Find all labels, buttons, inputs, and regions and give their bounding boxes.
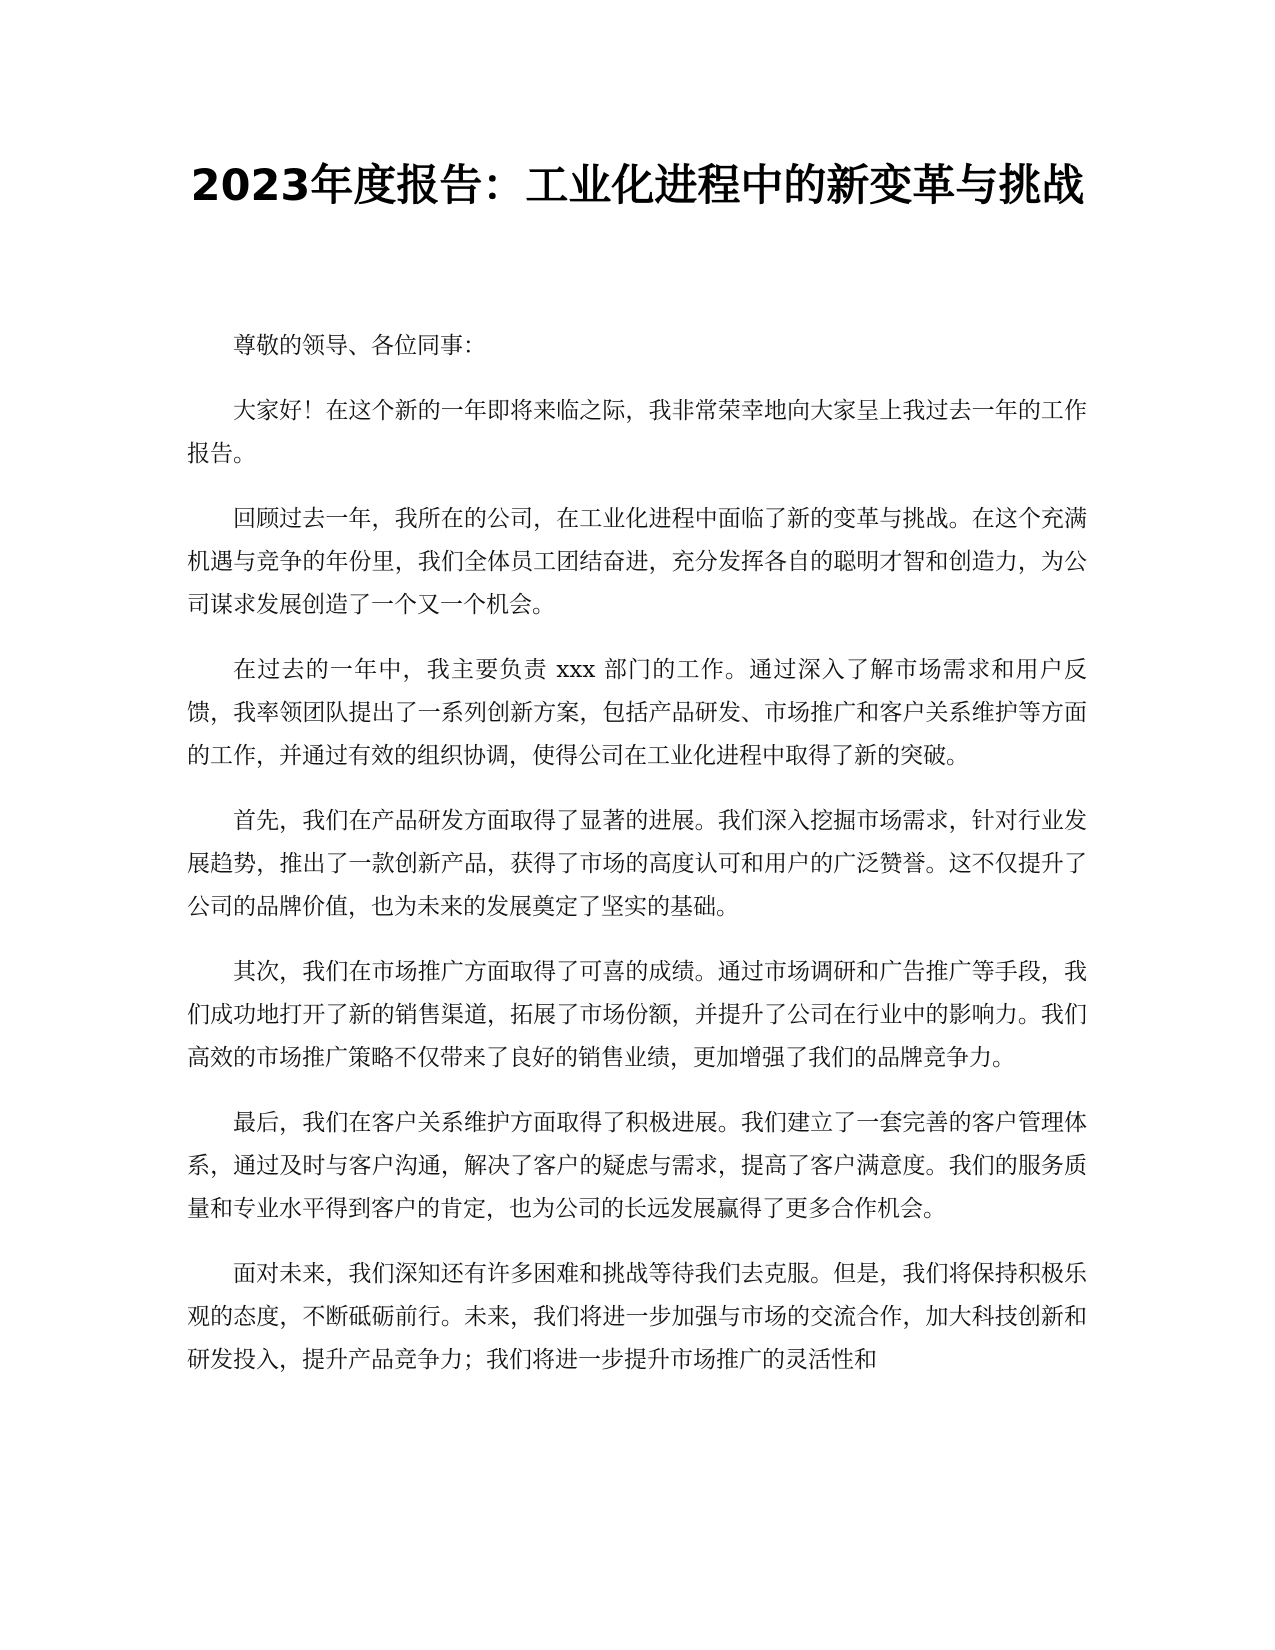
paragraph-review: 回顾过去一年，我所在的公司，在工业化进程中面临了新的变革与挑战。在这个充满机遇与竞争的年份里，我们全体员工团结奋进，充分发挥各自的聪明才智和创造力，为公司谋求发展创造了一个又一个机会。 [187,506,1087,618]
paragraph-future: 面对未来，我们深知还有许多困难和挑战等待我们去克服。但是，我们将保持积极乐观的态度，不断砥砺前行。未来，我们将进一步加强与市场的交流合作，加大科技创新和研发投入，提升产品竞争力；我们将进一步提升市场推广的灵活性和 [187,1261,1087,1373]
paragraph-greeting: 大家好！在这个新的一年即将来临之际，我非常荣幸地向大家呈上我过去一年的工作报告。 [187,398,1087,467]
document-title: 2023年度报告：工业化进程中的新变革与挑战 [190,161,1085,211]
paragraph-salutation: 尊敬的领导、各位同事： [233,333,486,359]
paragraph-marketing: 其次，我们在市场推广方面取得了可喜的成绩。通过市场调研和广告推广等手段，我们成功地打开了新的销售渠道，拓展了市场份额，并提升了公司在行业中的影响力。我们高效的市场推广策略不仅带来了良好的销售业绩，更加增强了我们的品牌竞争力。 [187,959,1087,1071]
paragraph-product-rd: 首先，我们在产品研发方面取得了显著的进展。我们深入挖掘市场需求，针对行业发展趋势，推出了一款创新产品，获得了市场的高度认可和用户的广泛赞誉。这不仅提升了公司的品牌价值，也为未来的发展奠定了坚实的基础。 [187,808,1087,920]
document-body [187,325,1087,1404]
paragraph-responsibility: 在过去的一年中，我主要负责 xxx 部门的工作。通过深入了解市场需求和用户反馈，我率领团队提出了一系列创新方案，包括产品研发、市场推广和客户关系维护等方面的工作，并通过有效的组织协调，使得公司在工业化进程中取得了新的突破。 [187,657,1087,769]
paragraph-customer-relations: 最后，我们在客户关系维护方面取得了积极进展。我们建立了一套完善的客户管理体系，通过及时与客户沟通，解决了客户的疑虑与需求，提高了客户满意度。我们的服务质量和专业水平得到客户的肯定，也为公司的长远发展赢得了更多合作机会。 [187,1110,1087,1222]
